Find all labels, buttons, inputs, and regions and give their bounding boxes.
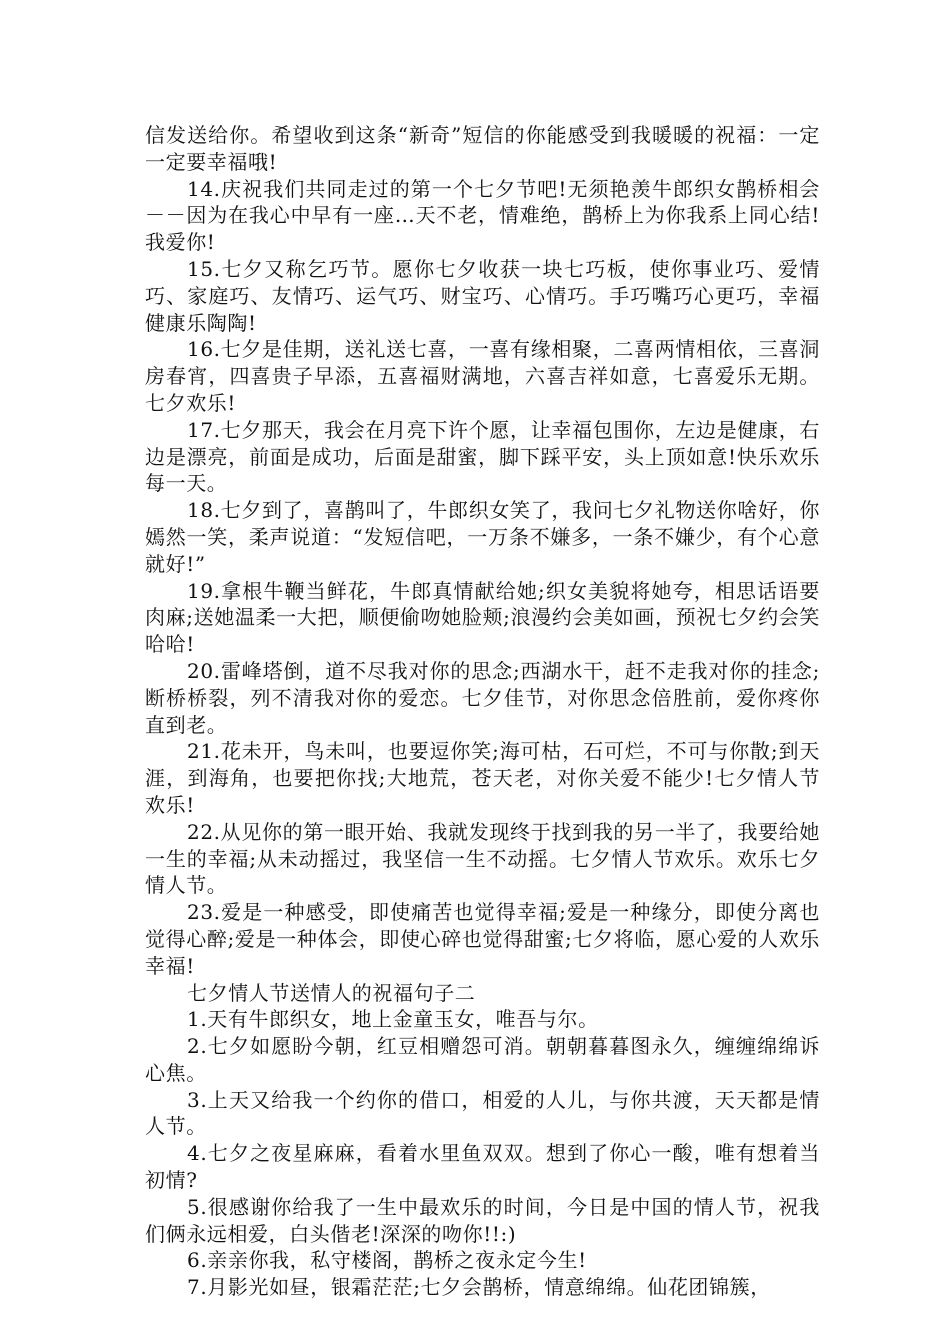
paragraph-s2-5: 5.很感谢你给我了一生中最欢乐的时间，今日是中国的情人节，祝我们俩永远相爱，白头偕老!深深的吻你!!:) — [145, 1194, 820, 1246]
paragraph-s2-2: 2.七夕如愿盼今朝，红豆相赠怨可消。朝朝暮暮图永久，缠缠绵绵诉心焦。 — [145, 1034, 820, 1085]
paragraph-18: 18.七夕到了，喜鹊叫了，牛郎织女笑了，我问七夕礼物送你啥好，你嫣然一笑，柔声说道：“发短信吧，一万条不嫌多，一条不嫌少，有个心意就好!” — [145, 498, 820, 576]
paragraph-23: 23.爱是一种感受，即使痛苦也觉得幸福;爱是一种缘分，即使分离也觉得心醉;爱是一种体会，即使心碎也觉得甜蜜;七夕将临，愿心爱的人欢乐幸福! — [145, 900, 820, 978]
paragraph-s2-3: 3.上天又给我一个约你的借口，相爱的人儿，与你共渡，天天都是情人节。 — [145, 1087, 820, 1139]
paragraph-15: 15.七夕又称乞巧节。愿你七夕收获一块七巧板，使你事业巧、爱情巧、家庭巧、友情巧、运气巧、财宝巧、心情巧。手巧嘴巧心更巧，幸福健康乐陶陶! — [145, 256, 820, 335]
paragraph-s2-6: 6.亲亲你我，私守楼阁，鹊桥之夜永定今生! — [187, 1248, 587, 1273]
section-heading: 七夕情人节送情人的祝福句子二 — [187, 980, 476, 1005]
paragraph-22: 22.从见你的第一眼开始、我就发现终于找到我的另一半了，我要给她一生的幸福;从未动摇过，我坚信一生不动摇。七夕情人节欢乐。欢乐七夕情人节。 — [145, 819, 820, 898]
paragraph-21: 21.花未开，鸟未叫，也要逗你笑;海可枯，石可烂，不可与你散;到天涯，到海角，也要把你找;大地荒，苍天老，对你关爱不能少!七夕情人节欢乐! — [145, 739, 820, 817]
paragraph-s2-4: 4.七夕之夜星麻麻，看着水里鱼双双。想到了你心一酸，唯有想着当初情? — [145, 1141, 820, 1193]
document-page — [145, 122, 820, 1301]
paragraph-14: 14.庆祝我们共同走过的第一个七夕节吧!无须艳羡牛郎织女鹊桥相会－－因为在我心中早有一座…天不老，情难绝，鹊桥上为你我系上同心结!我爱你! — [145, 176, 820, 255]
paragraph-s2-1: 1.天有牛郎织女，地上金童玉女，唯吾与尔。 — [187, 1007, 599, 1032]
paragraph-19: 19.拿根牛鞭当鲜花，牛郎真情献给她;织女美貌将她夸，相思话语要肉麻;送她温柔一大把，顺便偷吻她脸颊;浪漫约会美如画，预祝七夕约会笑哈哈! — [145, 578, 820, 657]
paragraph-16: 16.七夕是佳期，送礼送七喜，一喜有缘相聚，二喜两情相依，三喜洞房春宵，四喜贵子早添，五喜福财满地，六喜吉祥如意，七喜爱乐无期。七夕欢乐! — [145, 337, 820, 415]
paragraph-17: 17.七夕那天，我会在月亮下许个愿，让幸福包围你，左边是健康，右边是漂亮，前面是成功，后面是甜蜜，脚下踩平安，头上顶如意!快乐欢乐每一天。 — [145, 417, 820, 496]
paragraph-s2-7: 7.月影光如昼，银霜茫茫;七夕会鹊桥，情意绵绵。仙花团锦簇， — [187, 1275, 771, 1300]
paragraph-20: 20.雷峰塔倒，道不尽我对你的思念;西湖水干，赶不走我对你的挂念;断桥桥裂，列不清我对你的爱恋。七夕佳节，对你思念倍胜前，爱你疼你直到老。 — [145, 658, 820, 737]
paragraph-continuation: 信发送给你。希望收到这条“新奇”短信的你能感受到我暖暖的祝福：一定一定要幸福哦! — [145, 123, 820, 174]
